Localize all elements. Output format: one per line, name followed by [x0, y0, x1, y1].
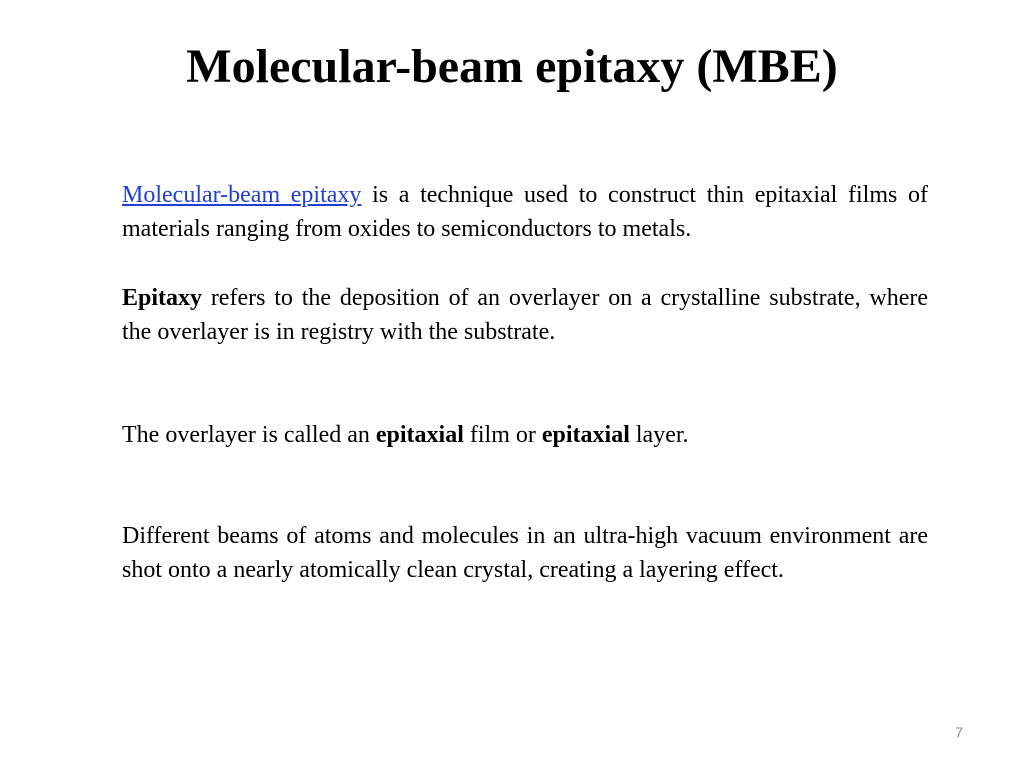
- epitaxial-term-2: epitaxial: [541, 422, 630, 448]
- paragraph-epitaxy: [122, 281, 928, 349]
- paragraph-epitaxy-text: refers to the deposition of an overlayer on a crystalline substrate, where the overlayer is in registry with the substrate.: [122, 285, 928, 345]
- slide-title: Molecular-beam epitaxy (MBE): [186, 40, 838, 93]
- paragraph-definition-text: is a technique used to construct thin epitaxial films of materials ranging from oxides to semiconductors to metals.: [122, 182, 928, 242]
- page-number: 7: [955, 724, 963, 740]
- paragraph-beams: Different beams of atoms and molecules in an ultra-high vacuum environment are shot onto a nearly atomically clean crystal, creating a layering effect.: [122, 523, 928, 583]
- paragraph-overlayer: [122, 418, 928, 452]
- epitaxy-term: Epitaxy: [122, 285, 203, 311]
- overlayer-mid: film or: [463, 422, 542, 448]
- overlayer-tail: layer.: [629, 422, 689, 448]
- mbe-link[interactable]: Molecular-beam epitaxy: [122, 182, 362, 208]
- overlayer-lead: The overlayer is called an: [122, 422, 376, 448]
- paragraph-definition: [122, 178, 928, 246]
- epitaxial-term-1: epitaxial: [375, 422, 464, 448]
